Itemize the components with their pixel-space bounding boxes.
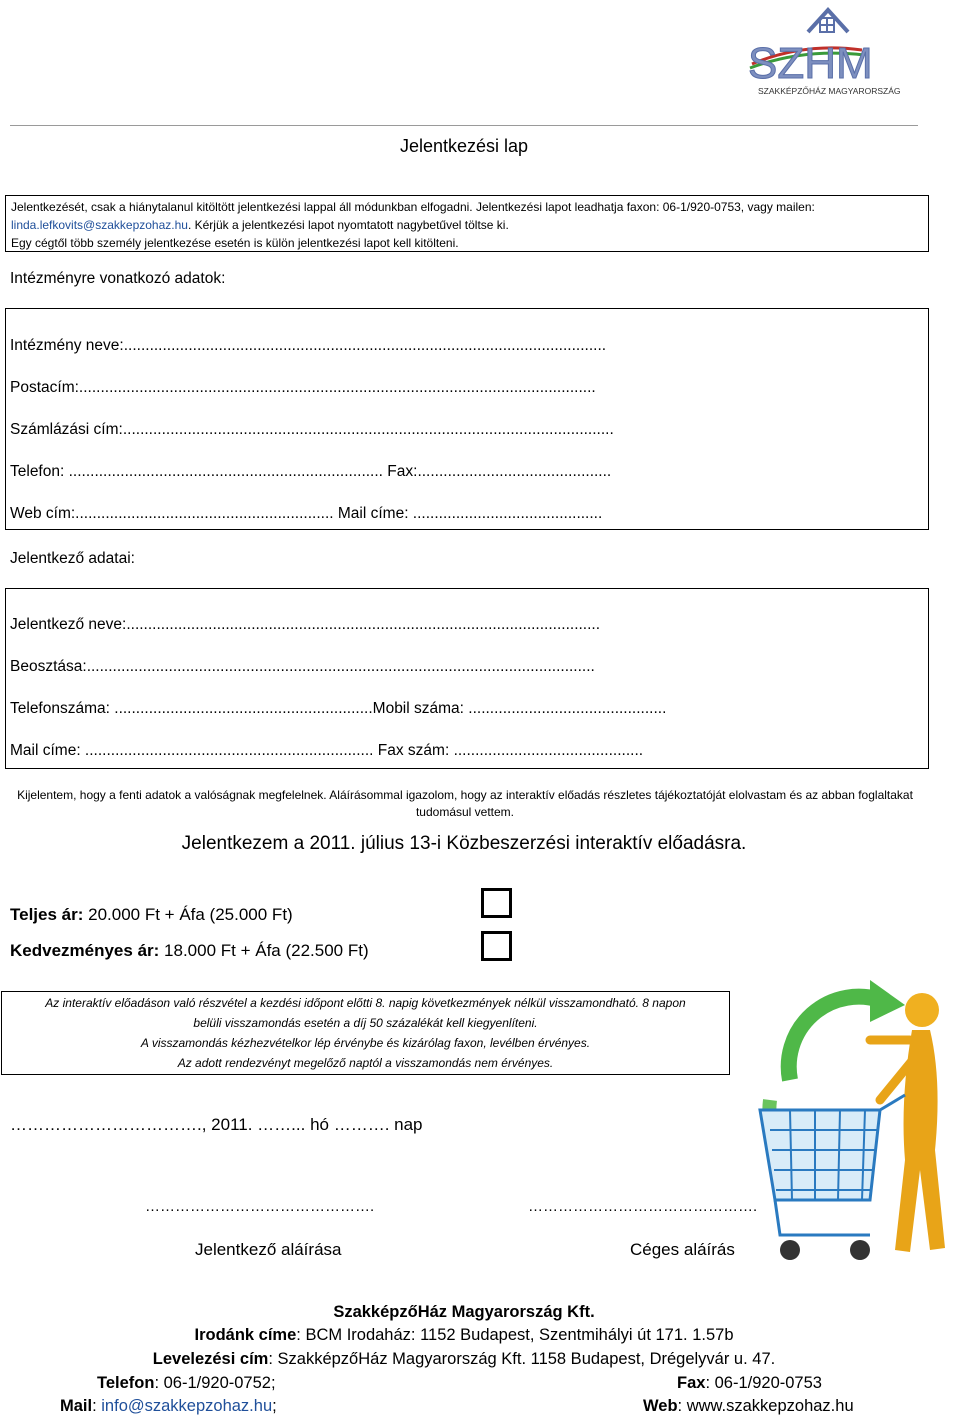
discount-price-checkbox[interactable] — [481, 931, 512, 961]
applicant-signature-line[interactable]: ………………………………………. — [145, 1198, 375, 1215]
applicant-mail-field[interactable]: Mail címe: ................................................................... Fax szám: ............................................ — [10, 742, 644, 759]
intro-line3: Egy cégtől több személy jelentkezése esetén is külön jelentkezési lapot kell kitölteni. — [11, 236, 459, 250]
applicant-heading: Jelentkező adatai: — [10, 550, 135, 567]
cancel-line1: Az interaktív előadáson való részvétel a kezdési időpont előtti 8. napig következmények nélkül visszamondható. 8 napon — [45, 996, 686, 1010]
postal-address-field[interactable]: Postacím:........................................................................................................................ — [10, 379, 596, 396]
applicant-position-field[interactable]: Beosztása:...................................................................................................................... — [10, 658, 595, 675]
cancel-line2: belüli visszamondás esetén a díj 50 százalékát kell kiegyenlíteni. — [193, 1016, 538, 1030]
cancel-line4: Az adott rendezvényt megelőző naptól a visszamondás nem érvényes. — [177, 1056, 554, 1070]
institution-name-field[interactable]: Intézmény neve:................................................................................................................ — [10, 337, 607, 354]
registration-line: Jelentkezem a 2011. július 13-i Közbeszerzési interaktív előadásra. — [181, 833, 747, 854]
page-title: Jelentkezési lap — [399, 136, 529, 156]
company-signature-label: Céges aláírás — [630, 1240, 735, 1259]
declaration-text: Kijelentem, hogy a fenti adatok a valóságnak megfelelnek. Aláírásommal igazolom, hogy az interaktív előadás részletes tájékoztatóját elolvastam és az abban foglaltakat tudomásul vettem. — [17, 788, 913, 819]
footer-company: SzakképzőHáz Magyarország Kft. — [333, 1303, 595, 1321]
footer-fax: Fax: 06-1/920-0753 — [677, 1374, 822, 1392]
institution-phone-field[interactable]: Telefon: ......................................................................... Fax:............................................. — [10, 463, 612, 480]
logo-subtitle: SZAKKÉPZŐHÁZ MAGYARORSZÁG — [758, 86, 901, 96]
footer-mail-link[interactable]: info@szakkepzohaz.hu — [101, 1397, 273, 1415]
header-divider — [10, 125, 918, 126]
intro-line2: . Kérjük a jelentkezési lapot nyomtatott nagybetűvel töltse ki. — [187, 218, 509, 232]
logo-text: SZHM — [748, 39, 873, 88]
full-price-checkbox[interactable] — [481, 888, 512, 918]
discount-price: Kedvezményes ár: 18.000 Ft + Áfa (22.500 Ft) — [10, 941, 369, 960]
institution-heading: Intézményre vonatkozó adatok: — [10, 270, 226, 287]
email-link[interactable]: linda.lefkovits@szakkepzohaz.hu — [11, 218, 188, 232]
billing-address-field[interactable]: Számlázási cím:.................................................................................................................. — [10, 421, 614, 438]
szhm-logo — [744, 2, 904, 98]
institution-web-field[interactable]: Web cím:............................................................ Mail címe: ............................................ — [10, 505, 603, 522]
applicant-name-field[interactable]: Jelentkező neve:.............................................................................................................. — [10, 616, 601, 633]
footer-phone: Telefon: 06-1/920-0752; — [97, 1374, 276, 1392]
date-line[interactable]: ……………………………., 2011. ……... hó ………. nap — [10, 1115, 423, 1134]
applicant-phone-field[interactable]: Telefonszáma: ............................................................Mobil száma: .............................................. — [10, 700, 667, 717]
footer-postal: Levelezési cím: SzakképzőHáz Magyarország Kft. 1158 Budapest, Drégelyvár u. 47. — [152, 1350, 776, 1368]
full-price: Teljes ár: 20.000 Ft + Áfa (25.000 Ft) — [10, 905, 293, 924]
footer-office: Irodánk címe: BCM Irodaház: 1152 Budapest, Szentmihályi út 171. 1.57b — [194, 1326, 734, 1344]
footer-web: Web: www.szakkepzohaz.hu — [643, 1397, 854, 1415]
intro-box — [5, 195, 929, 252]
cancellation-box — [1, 991, 730, 1075]
cart-mascot-illustration — [730, 960, 960, 1290]
company-signature-line[interactable]: ………………………………………. — [528, 1198, 758, 1215]
cancel-line3: A visszamondás kézhezvételkor lép érvénybe és kizárólag faxon, levélben érvényes. — [140, 1036, 591, 1050]
applicant-signature-label: Jelentkező aláírása — [195, 1240, 342, 1259]
footer-mail: Mail: info@szakkepzohaz.hu; — [60, 1397, 277, 1415]
intro-line1: Jelentkezését, csak a hiánytalanul kitöltött jelentkezési lappal áll módunkban elfogadni. Jelentkezési lapot leadhatja faxon: 06-1/920-0753, vagy mailen: — [11, 200, 815, 214]
